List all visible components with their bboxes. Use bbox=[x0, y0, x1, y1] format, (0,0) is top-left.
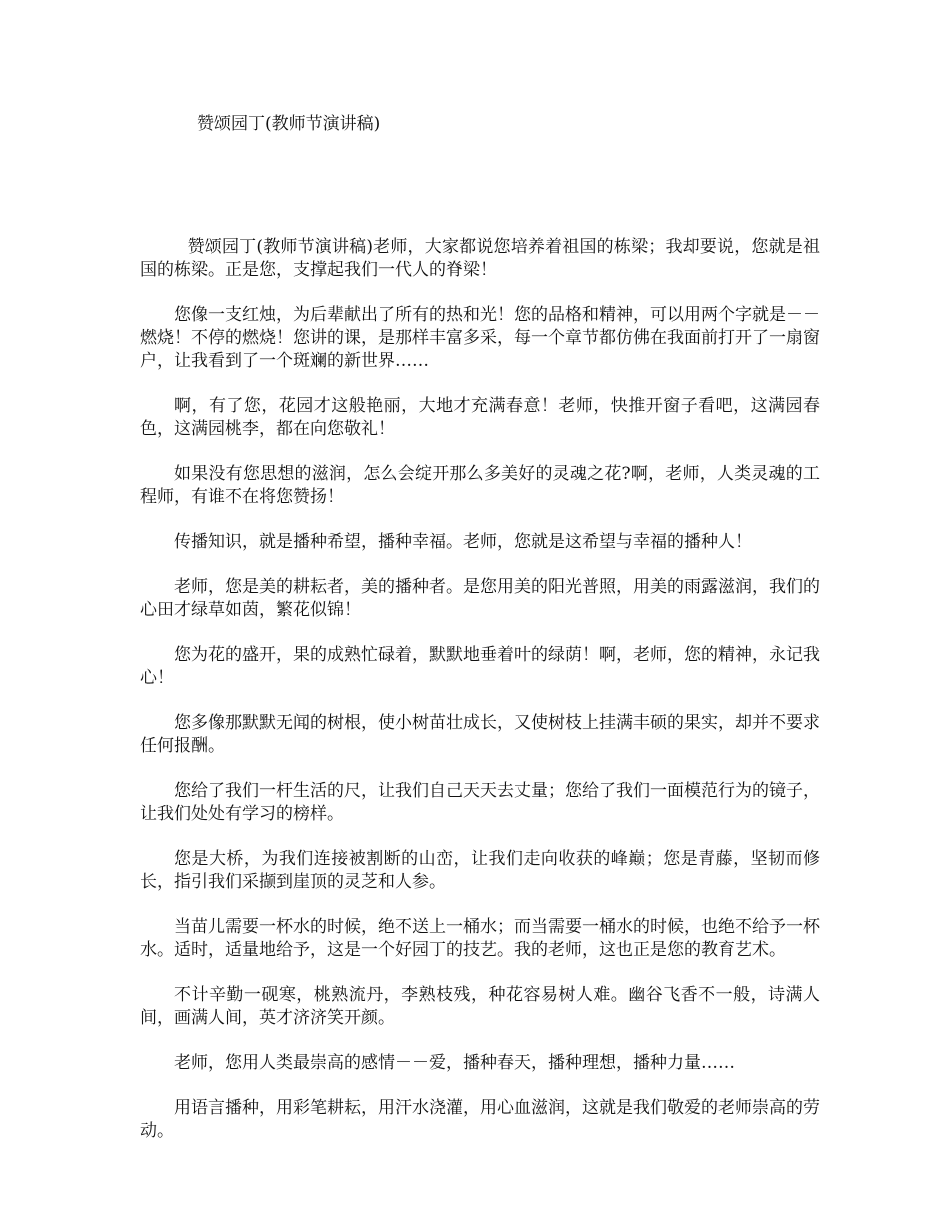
paragraph: 您给了我们一杆生活的尺，让我们自己天天去丈量；您给了我们一面模范行为的镜子，让我们处处有学习的榜样。 bbox=[140, 781, 820, 824]
paragraph: 您为花的盛开，果的成熟忙碌着，默默地垂着叶的绿荫！啊，老师，您的精神，永记我心！ bbox=[140, 645, 820, 688]
paragraph: 您是大桥，为我们连接被割断的山峦，让我们走向收获的峰巅；您是青藤，坚韧而修长，指引我们采撷到崖顶的灵芝和人参。 bbox=[140, 849, 820, 892]
paragraph: 您像一支红烛，为后辈献出了所有的热和光！您的品格和精神，可以用两个字就是－－燃烧！不停的燃烧！您讲的课，是那样丰富多采，每一个章节都仿佛在我面前打开了一扇窗户，让我看到了一个斑斓的新世界…… bbox=[140, 305, 820, 371]
paragraph: 赞颂园丁(教师节演讲稿)老师，大家都说您培养着祖国的栋梁；我却要说，您就是祖国的栋梁。正是您，支撑起我们一代人的脊梁！ bbox=[140, 237, 820, 280]
paragraph: 如果没有您思想的滋润，怎么会绽开那么多美好的灵魂之花?啊，老师，人类灵魂的工程师，有谁不在将您赞扬！ bbox=[140, 464, 820, 507]
paragraph: 不计辛勤一砚寒，桃熟流丹，李熟枝残，种花容易树人难。幽谷飞香不一般，诗满人间，画满人间，英才济济笑开颜。 bbox=[140, 985, 820, 1028]
paragraph: 您多像那默默无闻的树根，使小树苗壮成长，又使树枝上挂满丰硕的果实，却并不要求任何报酬。 bbox=[140, 713, 820, 756]
paragraph: 老师，您是美的耕耘者，美的播种者。是您用美的阳光普照，用美的雨露滋润，我们的心田才绿草如茵，繁花似锦！ bbox=[140, 577, 820, 620]
paragraph: 当苗儿需要一杯水的时候，绝不送上一桶水；而当需要一桶水的时候，也绝不给予一杯水。适时，适量地给予，这是一个好园丁的技艺。我的老师，这也正是您的教育艺术。 bbox=[140, 917, 820, 960]
document-title: 赞颂园丁(教师节演讲稿) bbox=[197, 114, 381, 134]
paragraph: 老师，您用人类最崇高的感情－－爱，播种春天，播种理想，播种力量…… bbox=[174, 1053, 735, 1073]
paragraph: 啊，有了您，花园才这般艳丽，大地才充满春意！老师，快推开窗子看吧，这满园春色，这满园桃李，都在向您敬礼！ bbox=[140, 396, 820, 439]
paragraph: 传播知识，就是播种希望，播种幸福。老师，您就是这希望与幸福的播种人！ bbox=[174, 532, 752, 552]
paragraph: 用语言播种，用彩笔耕耘，用汗水浇灌，用心血滋润，这就是我们敬爱的老师崇高的劳动。 bbox=[140, 1098, 820, 1141]
document-body bbox=[140, 236, 820, 1165]
